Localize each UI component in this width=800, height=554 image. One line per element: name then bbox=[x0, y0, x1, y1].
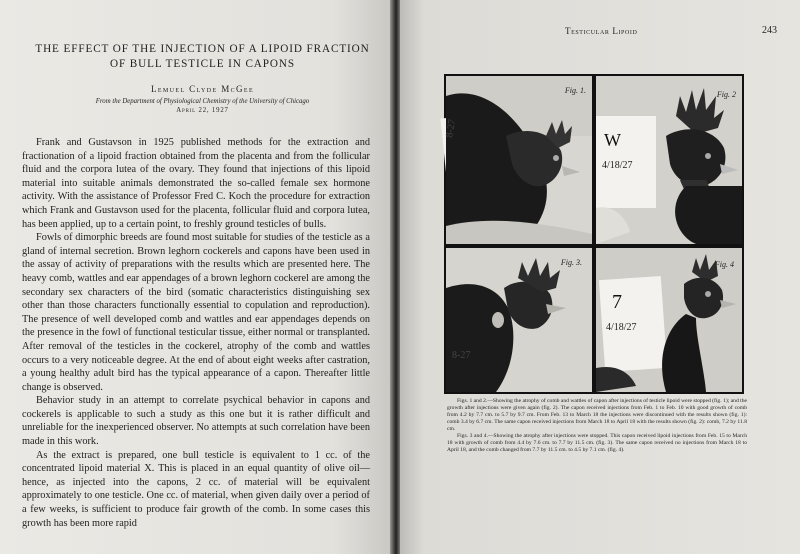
card-text: 8-27 bbox=[452, 350, 471, 361]
running-head: Testicular Lipoid bbox=[565, 26, 638, 36]
caption-paragraph: Figs. 3 and 4.—Showing the atrophy after injections were stopped. This capon received lipoid injections from Feb. 15 to March 18 with growth of comb from 4.4 by 7.6 cm. to 7.7 by 11.5 cm. (fig. 3). The same capon received no injections from March 18 to April 18, and the comb changed from 7.7 by 11.5 cm. to 4.5 by 7.1 cm. (fig. 4). bbox=[447, 433, 747, 453]
card-date: 4/18/27 bbox=[606, 322, 637, 333]
body-paragraph: As the extract is prepared, one bull testicle is equivalent to 1 cc. of the concentrated lipoid material X. This is placed in an equal quantity of olive oil—hence, as injected into the capons, 2 cc. of material will be equivalent approximately to one testicle. One cc. of material, when given daily over a period of a few weeks, is sufficient to produce fair growth of the comb. In some cases this growth has been more rapid bbox=[22, 449, 370, 529]
author-name: Lemuel Clyde McGee bbox=[150, 84, 255, 94]
figure-label: Fig. 1. bbox=[564, 86, 586, 95]
body-paragraph: Behavior study in an attempt to correlate psychical behavior in capons and cockerels is applicable to such a study as this one but it is rather difficult and unreliable for the inexperienced observer. No attempts at such correlation have been made in this work. bbox=[22, 395, 370, 448]
article-date: April 22, 1927 bbox=[176, 107, 229, 114]
figure-4-photo bbox=[596, 248, 742, 392]
capon-fig2-image bbox=[596, 76, 742, 244]
body-paragraph: Frank and Gustavson in 1925 published methods for the extraction and fractionation of a lipoid fraction obtained from the placenta and from the follicular fluid and the corpora lutea of the ovary. They found that injections of this lipoid material into suitable animals demonstrated the so-called female sex hormone activity. With the assistance of Professor Fred C. Koch the procedure for extraction which Frank and Gustavson used for the placenta, follicular fluid and corpora lutea, has been applied, up to a certain point, to freshly ground testicles of bulls. bbox=[22, 137, 370, 230]
left-page bbox=[0, 0, 393, 554]
article-title: THE EFFECT OF THE INJECTION OF A LIPOID FRACTION OF BULL TESTICLE IN CAPONS bbox=[35, 43, 370, 70]
capon-fig1-image bbox=[446, 76, 592, 244]
figure-1-photo bbox=[446, 76, 592, 244]
capon-fig4-image bbox=[596, 248, 742, 392]
card-number: 7 bbox=[612, 291, 622, 313]
figure-label: Fig. 4 bbox=[714, 260, 734, 269]
card-letter: W bbox=[604, 130, 621, 150]
figure-label: Fig. 3. bbox=[560, 258, 582, 267]
figure-3-photo bbox=[446, 248, 592, 392]
card-date: 4/18/27 bbox=[602, 160, 633, 171]
figure-label: Fig. 2 bbox=[716, 90, 736, 99]
photo-plate bbox=[444, 74, 744, 394]
page-number: 243 bbox=[762, 25, 777, 36]
article-header bbox=[30, 42, 375, 114]
author-affiliation: From the Department of Physiological Chemistry of the University of Chicago bbox=[95, 98, 310, 105]
figure-2-photo bbox=[596, 76, 742, 244]
caption-paragraph: Figs. 1 and 2.—Showing the atrophy of comb and wattles of capon after injections of testicle lipoid were stopped (fig. 1); and the growth after injections were given again (fig. 2). The capon received injections from Feb. 1 to Feb. 10 with good growth of comb from 4.2 by 7.7 cm. to 5.7 by 9.7 cm. From Feb. 13 to March 18 the injections were discontinued with the results shown (fig. 1): comb 3.4 by 6.7 cm. The same capon received injections from March 18 to April 18 with the results shown (fig. 2): comb, 7.2 by 11.8 cm. bbox=[447, 398, 747, 432]
capon-fig3-image bbox=[446, 248, 592, 392]
body-paragraph: Fowls of dimorphic breeds are found most suitable for studies of the testicle as a gland of internal secretion. Brown leghorn cockerels and capons have been used in the assay of activity of preparations with the results which are presented here. The heavy comb, wattles and ear appendages of a brown leghorn cockerel are among the secondary sex characters of the bird (somatic characteristics distinguishing sex other than those characters functionally essential to copulation and reproduction). The presence of well developed comb and wattles and ear appendages depends on the presence in the fowl of functional testicular tissue, either normal or transplanted. After removal of the testicles in the cockerel, atrophy of the comb and wattles occurs to a very noticeable degree. At the end of about eight weeks after castration, a young healthy adult bird has the typical appearance of a capon. Thereafter little change is observed. bbox=[22, 232, 370, 393]
figure-caption bbox=[447, 398, 747, 454]
article-body bbox=[22, 136, 370, 530]
card-text: 8-27 bbox=[444, 118, 459, 139]
